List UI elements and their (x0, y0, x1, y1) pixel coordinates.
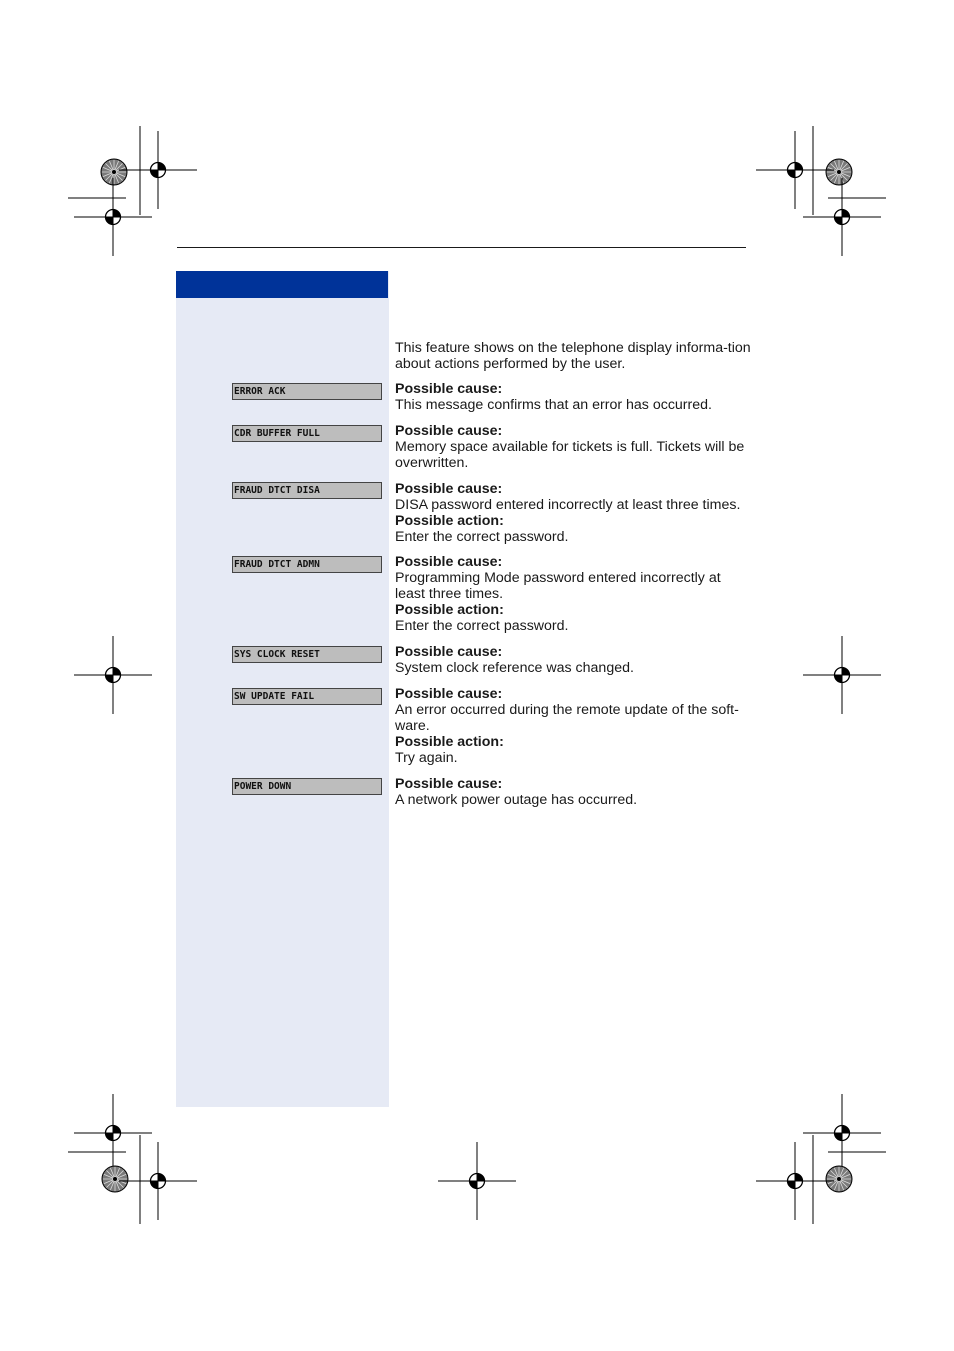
cause-text: Memory space available for tickets is full. Tickets will be overwritten. (395, 439, 745, 471)
action-text: Try again. (395, 750, 458, 766)
display-message: SW UPDATE FAIL (232, 688, 382, 705)
display-message: FRAUD DTCT DISA (232, 482, 382, 499)
cause-text: System clock reference was changed. (395, 660, 634, 676)
cause-label: Possible cause: (395, 776, 503, 792)
message-description (395, 481, 751, 545)
display-message: SYS CLOCK RESET (232, 646, 382, 663)
cause-label: Possible cause: (395, 481, 503, 497)
display-message: ERROR ACK (232, 383, 382, 400)
display-message: POWER DOWN (232, 778, 382, 795)
action-label: Possible action: (395, 734, 504, 750)
cause-text: A network power outage has occurred. (395, 792, 638, 808)
display-message: CDR BUFFER FULL (232, 425, 382, 442)
action-label: Possible action: (395, 602, 504, 618)
sidebar-header-bar (176, 271, 388, 298)
cause-label: Possible cause: (395, 554, 503, 570)
message-description (395, 423, 751, 471)
cause-text: An error occurred during the remote update of the soft-ware. (395, 702, 739, 734)
message-description (395, 686, 751, 766)
header-rule (177, 247, 746, 248)
cause-text: Programming Mode password entered incorrectly at least three times. (395, 570, 721, 602)
action-label: Possible action: (395, 513, 504, 529)
cause-text: DISA password entered incorrectly at least three times. (395, 497, 741, 513)
message-description (395, 381, 751, 413)
cause-label: Possible cause: (395, 686, 503, 702)
cause-label: Possible cause: (395, 381, 503, 397)
message-description (395, 644, 751, 676)
cause-label: Possible cause: (395, 644, 503, 660)
message-description (395, 776, 751, 808)
action-text: Enter the correct password. (395, 529, 569, 545)
cause-label: Possible cause: (395, 423, 503, 439)
message-description (395, 554, 751, 634)
display-message: FRAUD DTCT ADMN (232, 556, 382, 573)
cause-text: This message confirms that an error has occurred. (395, 397, 712, 413)
action-text: Enter the correct password. (395, 618, 569, 634)
intro-paragraph: This feature shows on the telephone display informa-tion about actions performed by the user. (395, 340, 751, 372)
